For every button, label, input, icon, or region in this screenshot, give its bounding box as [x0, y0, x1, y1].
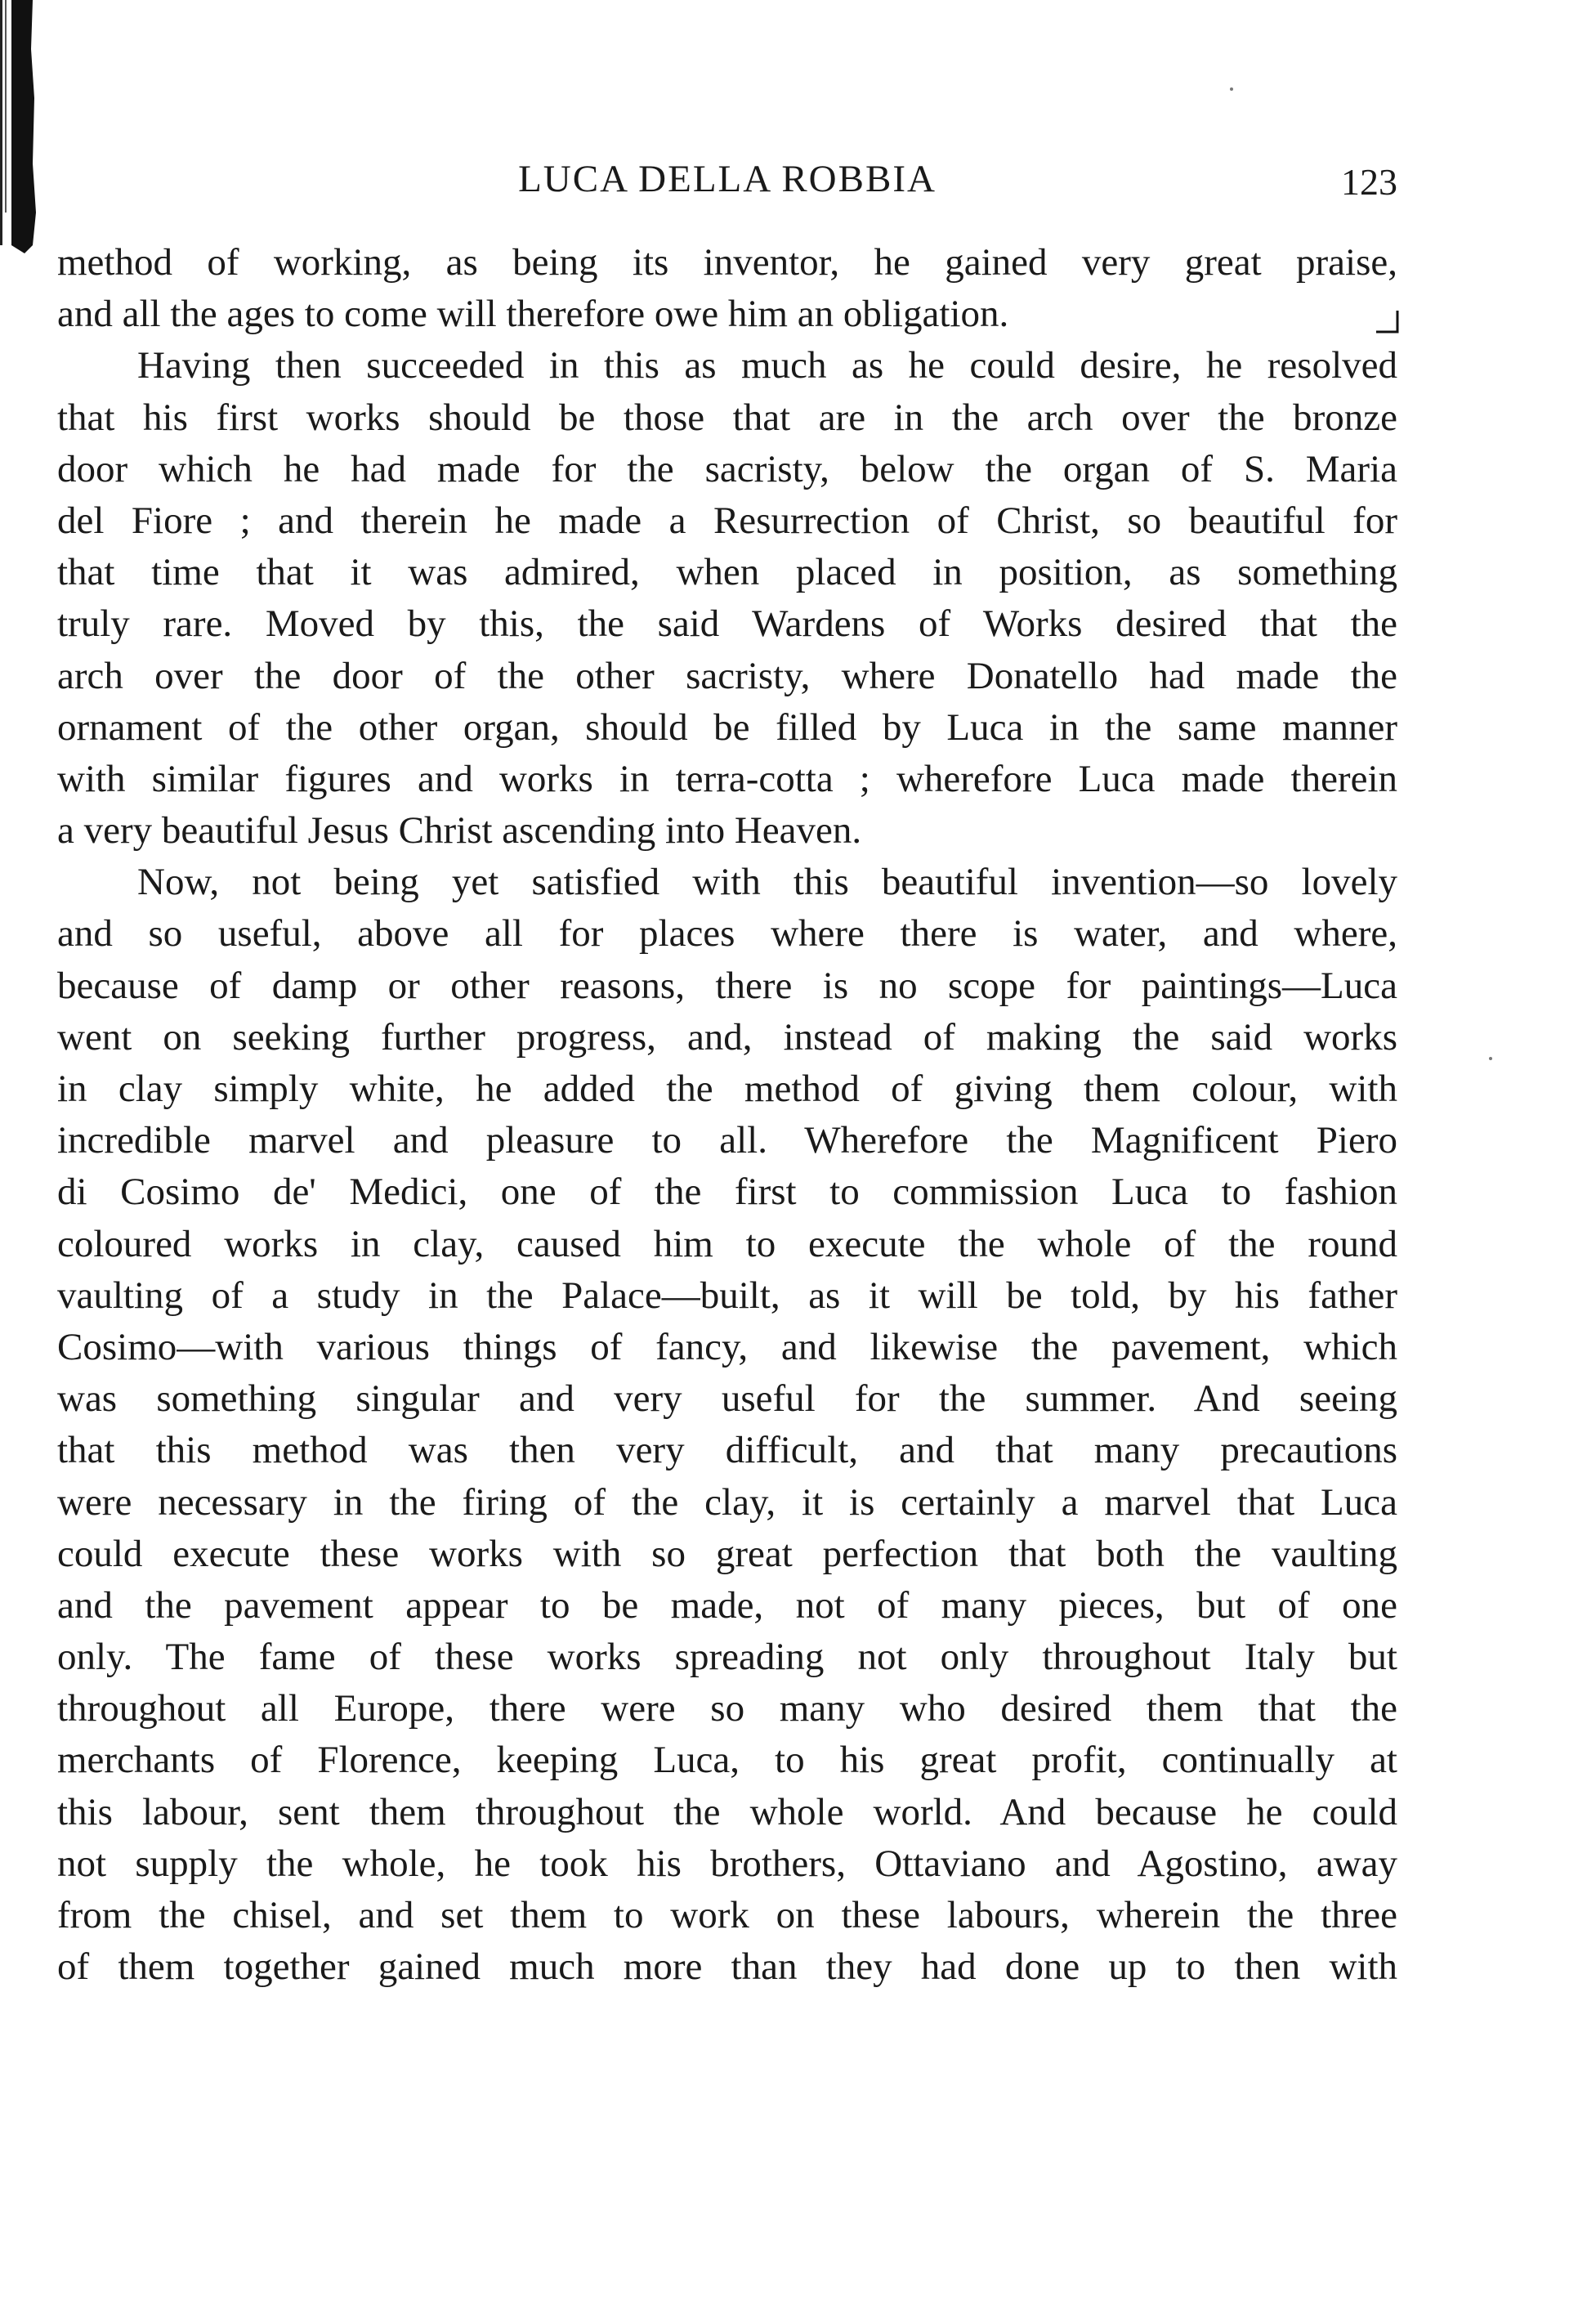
paragraph [57, 857, 1397, 1993]
text-line: Cosimo—with various things of fancy, and likewise the pavement, which [57, 1325, 1397, 1368]
text-line: a very beautiful Jesus Christ ascending into Heaven. [57, 809, 862, 853]
scan-binding-shadow [0, 0, 41, 262]
text-line: with similar figures and works in terra-cotta ; wherefore Luca made therein [57, 757, 1397, 800]
scan-speck [1489, 1057, 1492, 1060]
text-line: and all the ages to come will therefore owe him an obligation. [57, 293, 1009, 336]
text-line: door which he had made for the sacristy, below the organ of S. Maria [57, 447, 1397, 490]
body-text [57, 237, 1397, 1993]
text-line: only. The fame of these works spreading not only throughout Italy but [57, 1636, 1397, 1679]
text-line: in clay simply white, he added the method of giving them colour, with [57, 1068, 1397, 1110]
running-header [57, 157, 1397, 214]
text-line: were necessary in the firing of the clay, it is certainly a marvel that Luca [57, 1480, 1397, 1524]
text-line: merchants of Florence, keeping Luca, to his great profit, continually at [57, 1739, 1397, 1782]
text-line: throughout all Europe, there were so many who desired them that the [57, 1687, 1397, 1730]
text-line: that time that it was admired, when placed in position, as something [57, 551, 1397, 594]
text-line: method of working, as being its inventor, he gained very great praise, [57, 241, 1397, 284]
text-line: truly rare. Moved by this, the said Wardens of Works desired that the [57, 602, 1397, 646]
text-line: was something singular and very useful for the summer. And seeing [57, 1377, 1397, 1421]
text-line: because of damp or other reasons, there is no scope for paintings—Luca [57, 964, 1397, 1007]
text-line: coloured works in clay, caused him to execute the whole of the round [57, 1222, 1397, 1265]
text-line: and so useful, above all for places where there is water, and where, [57, 912, 1397, 956]
text-line: del Fiore ; and therein he made a Resurrection of Christ, so beautiful for [57, 499, 1397, 542]
text-line: and the pavement appear to be made, not of many pieces, but of one [57, 1583, 1397, 1627]
text-line: not supply the whole, he took his brothers, Ottaviano and Agostino, away [57, 1842, 1397, 1885]
text-line: that this method was then very difficult, and that many precautions [57, 1429, 1397, 1472]
text-line: ornament of the other organ, should be filled by Luca in the same manner [57, 705, 1397, 749]
text-line: from the chisel, and set them to work on these labours, wherein the three [57, 1894, 1397, 1936]
text-line: incredible marvel and pleasure to all. Wherefore the Magnificent Piero [57, 1119, 1397, 1162]
running-title: LUCA DELLA ROBBIA [518, 158, 937, 200]
text-line: Now, not being yet satisfied with this beautiful invention—so lovely [137, 861, 1397, 904]
text-line: Having then succeeded in this as much as he could desire, he resolved [137, 344, 1397, 387]
text-line: arch over the door of the other sacristy, where Donatello had made the [57, 654, 1397, 697]
paragraph [57, 340, 1397, 857]
page-number: 123 [1341, 161, 1397, 203]
text-line: that his first works should be those that are in the arch over the bronze [57, 396, 1397, 439]
text-line: went on seeking further progress, and, instead of making the said works [57, 1015, 1397, 1059]
text-line: this labour, sent them throughout the whole world. And because he could [57, 1790, 1397, 1833]
scan-speck [1230, 87, 1233, 91]
text-line: vaulting of a study in the Palace—built, as it will be told, by his father [57, 1274, 1397, 1317]
text-line: of them together gained much more than they had done up to then with [57, 1945, 1397, 1989]
text-line: di Cosimo de' Medici, one of the first to commission Luca to fashion [57, 1171, 1397, 1214]
paragraph [57, 237, 1397, 340]
text-line: could execute these works with so great perfection that both the vaulting [57, 1532, 1397, 1575]
